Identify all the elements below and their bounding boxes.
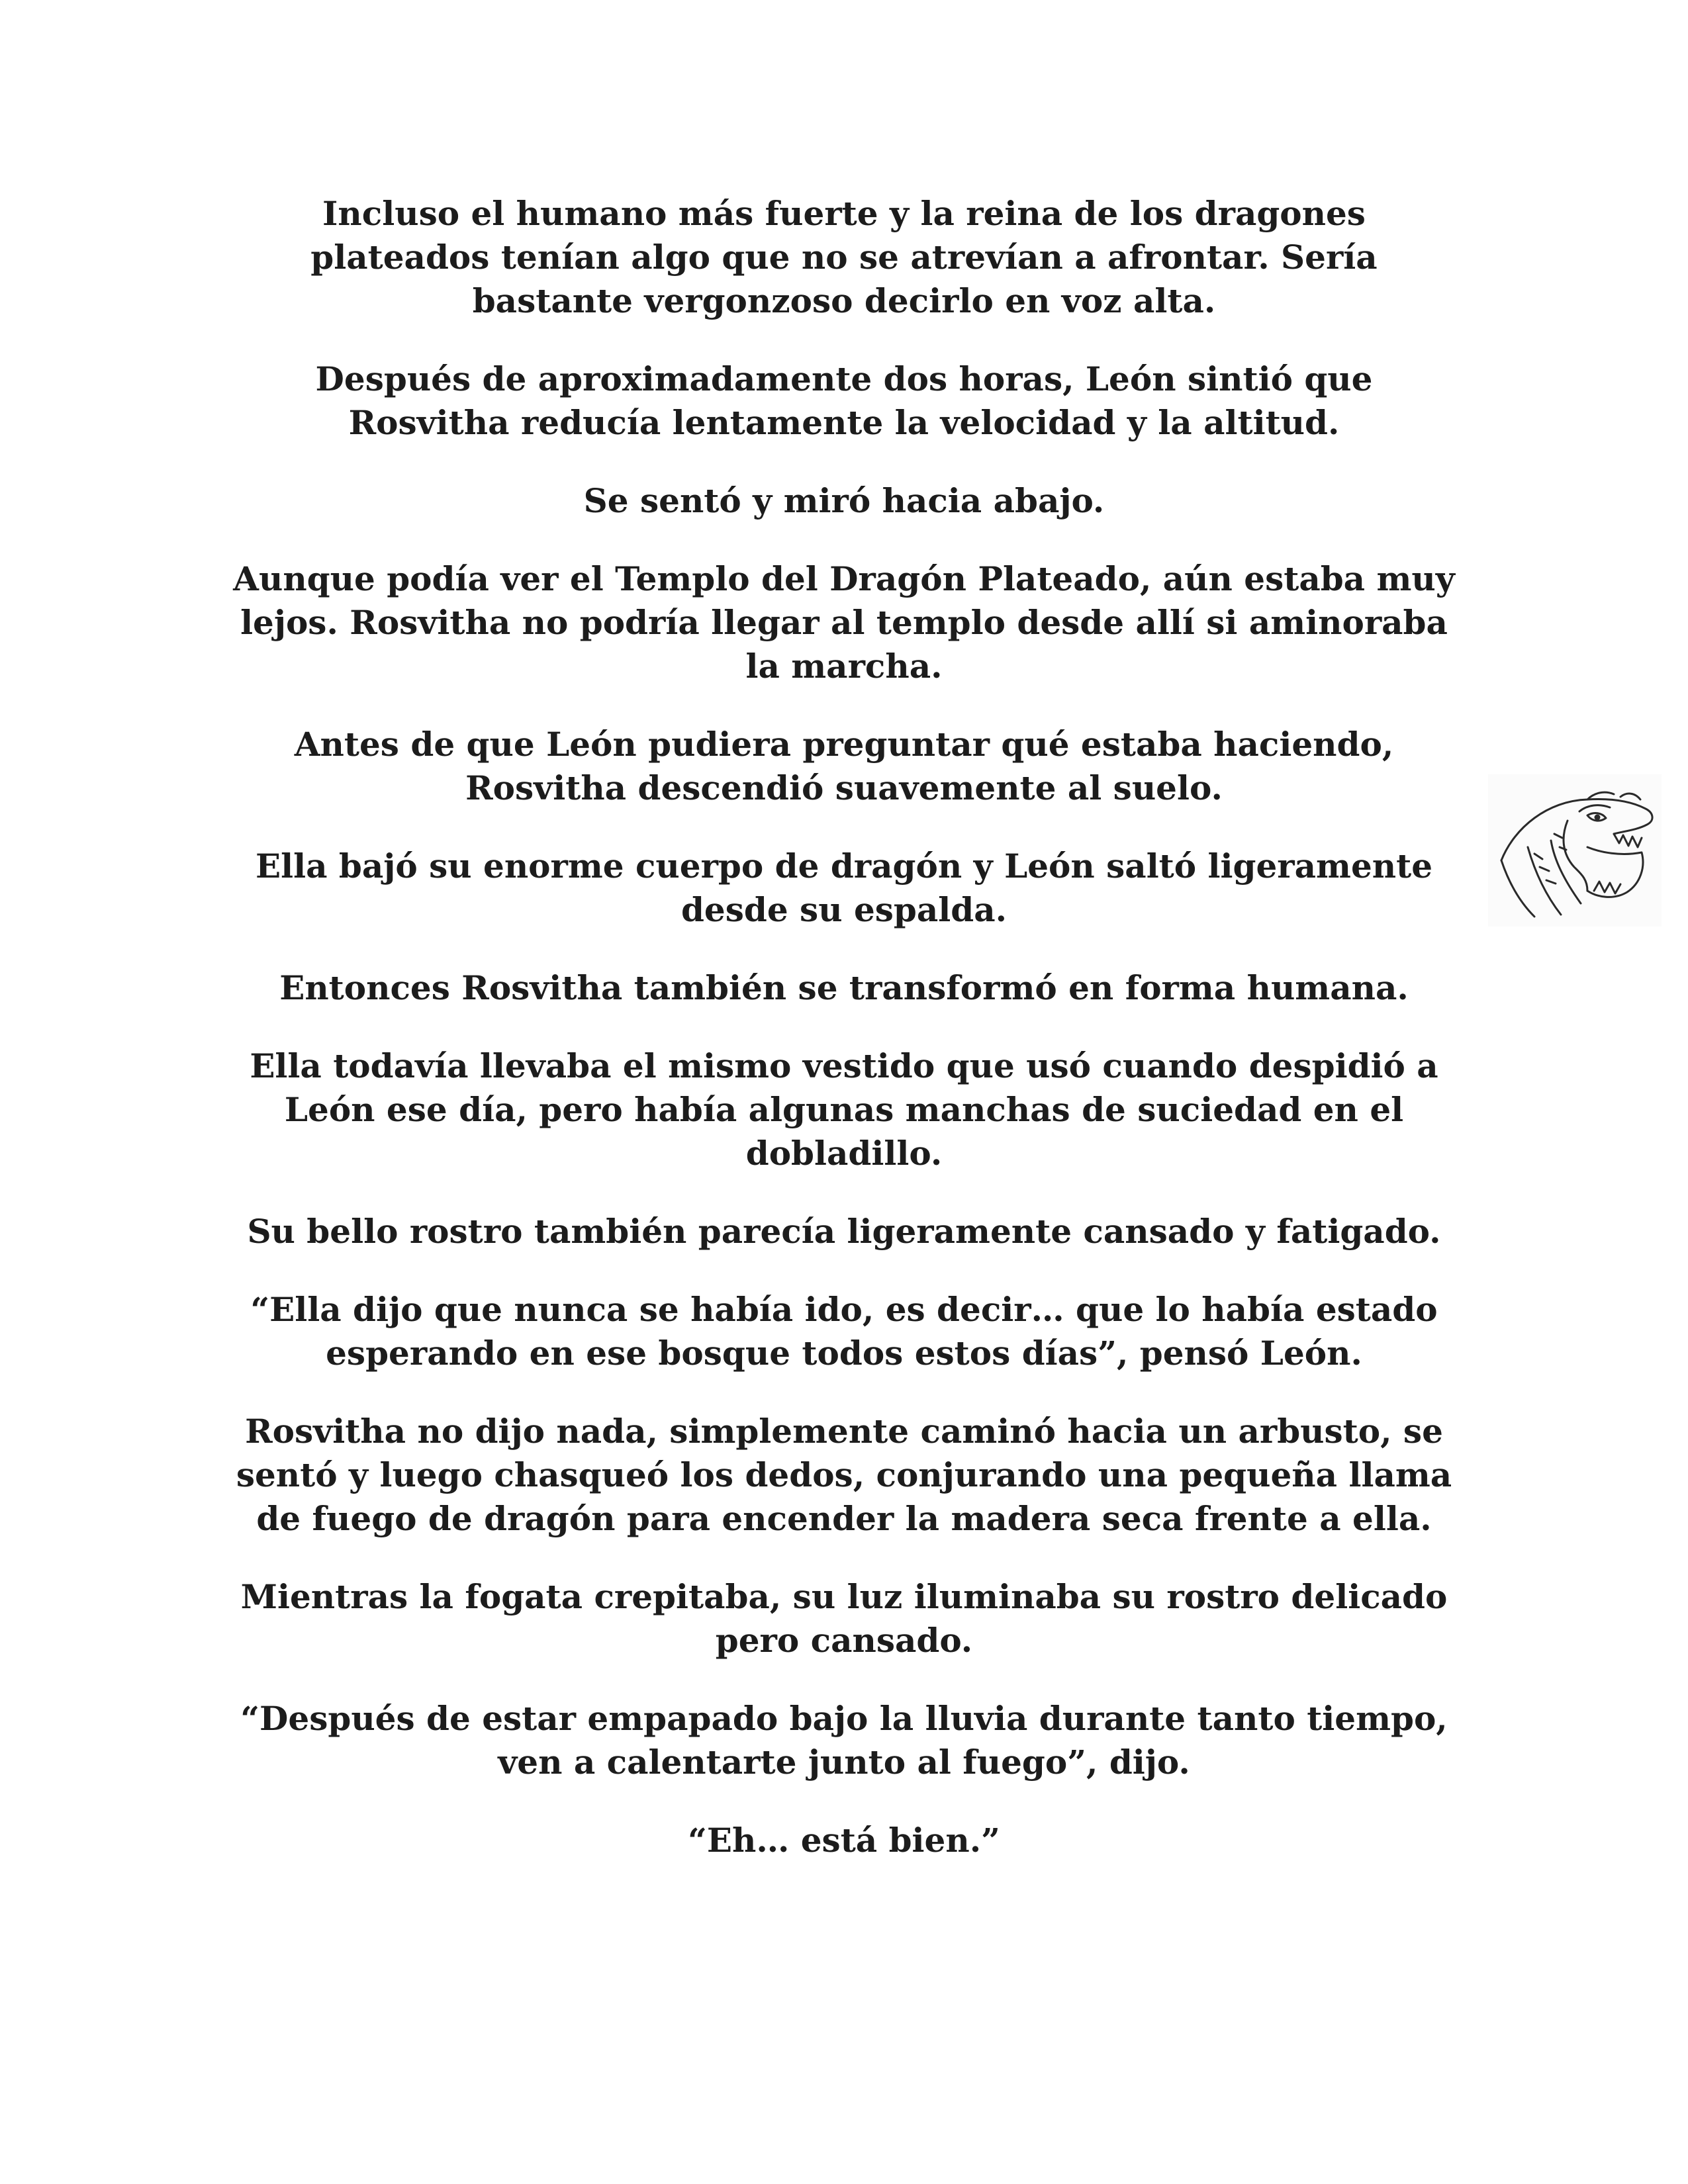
- paragraph-9: Su bello rostro también parecía ligeramente cansado y fatigado.: [247, 1212, 1441, 1251]
- paragraph-12: Mientras la fogata crepitaba, su luz iluminaba su rostro delicado pero cansado.: [240, 1577, 1448, 1660]
- paragraph-7: Entonces Rosvitha también se transformó en forma humana.: [279, 968, 1409, 1007]
- paragraph-3: Se sentó y miró hacia abajo.: [583, 481, 1105, 520]
- paragraph-14: “Eh… está bien.”: [688, 1821, 1000, 1860]
- paragraph-2: Después de aproximadamente dos horas, León sintió que Rosvitha reducía lentamente la velocidad y la altitud.: [315, 359, 1373, 442]
- paragraph-10: “Ella dijo que nunca se había ido, es decir… que lo había estado esperando en ese bosque todos estos días”, pensó León.: [250, 1290, 1438, 1373]
- paragraph-5: Antes de que León pudiera preguntar qué estaba haciendo, Rosvitha descendió suavemente al suelo.: [294, 725, 1394, 807]
- dragon-head-sketch-icon: [1488, 774, 1662, 927]
- paragraph-6: Ella bajó su enorme cuerpo de dragón y León saltó ligeramente desde su espalda.: [255, 846, 1433, 929]
- paragraph-1: Incluso el humano más fuerte y la reina de los dragones plateados tenían algo que no se atrevían a afrontar. Sería bastante vergonzoso decirlo en voz alta.: [310, 194, 1378, 320]
- paragraph-4: Aunque podía ver el Templo del Dragón Plateado, aún estaba muy lejos. Rosvitha no podría llegar al templo desde allí si aminoraba la marcha.: [233, 559, 1455, 686]
- story-text: [232, 192, 1456, 1897]
- paragraph-8: Ella todavía llevaba el mismo vestido que usó cuando despidió a León ese día, pero había algunas manchas de suciedad en el dobladillo.: [250, 1046, 1438, 1173]
- paragraph-11: Rosvitha no dijo nada, simplemente caminó hacia un arbusto, se sentó y luego chasqueó los dedos, conjurando una pequeña llama de fuego de dragón para encender la madera seca frente a ella.: [236, 1412, 1452, 1538]
- paragraph-13: “Después de estar empapado bajo la lluvia durante tanto tiempo, ven a calentarte junto al fuego”, dijo.: [240, 1699, 1448, 1782]
